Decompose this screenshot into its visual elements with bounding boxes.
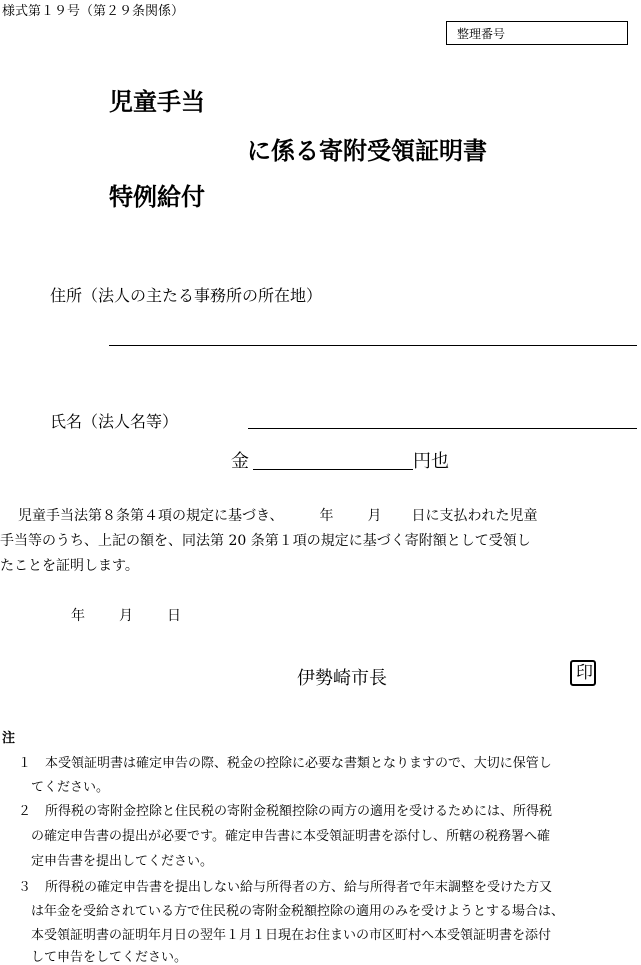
note-number: ３ [18, 880, 32, 895]
reference-number-label: 整理番号 [457, 27, 506, 41]
certification-year-unit: 年 [319, 508, 334, 524]
issue-date-day: 日 [167, 608, 181, 624]
note-2-line-1: 所得税の寄附金控除と住民税の寄附金税額控除の両方の適用を受けるためには、所得税 [45, 804, 553, 819]
certification-text-line-3: たことを証明します。 [0, 558, 139, 574]
note-1-line-2: てください。 [31, 780, 110, 795]
title-line-3: 特例給付 [109, 183, 205, 211]
certification-text-line-2: 手当等のうち、上記の額を、同法第 20 条第１項の規定に基づく寄附額として受領し [0, 533, 531, 549]
amount-field-line[interactable] [253, 469, 413, 470]
note-3-line-4: して申告をしてください。 [31, 950, 188, 965]
issue-date-month: 月 [119, 608, 133, 624]
amount-prefix: 金 [231, 451, 249, 472]
note-3-line-3: 本受領証明書の証明年月日の翌年１月１日現在お住まいの市区町村へ本受領証明書を添付 [31, 928, 552, 943]
issue-date [71, 605, 181, 625]
issue-date-year: 年 [71, 608, 85, 624]
note-2-line-3: 定申告書を提出してください。 [31, 854, 214, 869]
certification-month-unit: 月 [367, 508, 382, 524]
note-2-line-2: の確定申告書の提出が必要です。確定申告書に本受領証明書を添付し、所轄の税務署へ確 [31, 829, 550, 844]
amount-suffix: 円也 [413, 451, 449, 472]
address-label: 住所（法人の主たる事務所の所在地） [50, 286, 323, 305]
notes-title: 注 [2, 731, 16, 746]
reference-number-box[interactable] [446, 21, 628, 45]
note-1-line-1: 本受領証明書は確定申告の際、税金の控除に必要な書類となりますので、大切に保管し [45, 756, 552, 771]
note-3-line-2: は年金を受給されている方で住民税の寄附金税額控除の適用のみを受けようとする場合は、 [31, 904, 565, 919]
seal-text: 印 [576, 663, 593, 683]
title-line-2: に係る寄附受領証明書 [247, 137, 487, 165]
note-number: ２ [18, 804, 32, 819]
title-line-1: 児童手当 [109, 88, 205, 116]
note-number: １ [18, 756, 32, 771]
seal-mark-icon [570, 660, 596, 686]
name-label: 氏名（法人名等） [50, 412, 179, 431]
issuer-name: 伊勢崎市長 [297, 668, 387, 689]
certification-text-part-a: 児童手当法第８条第４項の規定に基づき、 [18, 508, 284, 524]
certification-text-part-b: 日に支払われた児童 [411, 508, 538, 524]
note-3-line-1: 所得税の確定申告書を提出しない給与所得者の方、給与所得者で年末調整を受けた方又 [45, 880, 553, 895]
name-field-line[interactable] [248, 428, 637, 429]
address-field-line[interactable] [109, 345, 637, 346]
certification-text-line-1 [18, 505, 537, 525]
form-number: 様式第１９号（第２９条関係） [2, 4, 185, 19]
